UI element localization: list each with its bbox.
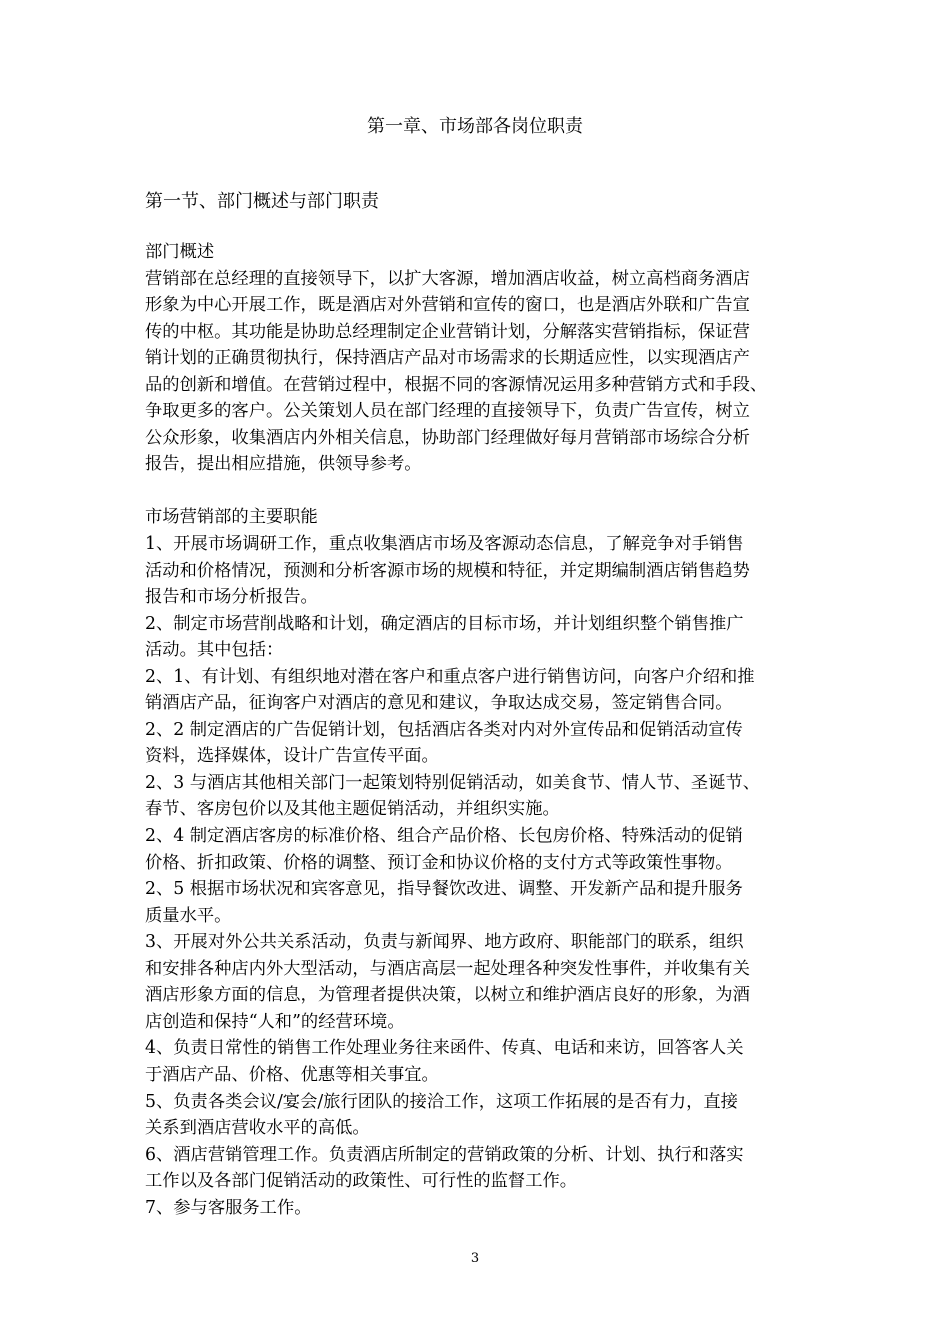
overview-heading: 部门概述 [145,242,215,262]
functions-line: 工作以及各部门促销活动的政策性、可行性的监督工作。 [145,1171,578,1192]
functions-line: 4、负责日常性的销售工作处理业务往来函件、传真、电话和来访，回答客人关 [145,1038,744,1059]
functions-line: 2、2 制定酒店的广告促销计划，包括酒店各类对内对外宣传品和促销活动宣传 [145,719,743,740]
section-title: 第一节、部门概述与部门职责 [145,191,379,212]
functions-line: 和安排各种店内外大型活动，与酒店高层一起处理各种突发性事件，并收集有关 [145,958,750,979]
document-body [145,239,825,1221]
functions-line: 春节、客房包价以及其他主题促销活动，并组织实施。 [145,799,560,820]
overview-line: 报告，提出相应措施，供领导参考。 [145,454,422,475]
functions-line: 7、参与客服务工作。 [145,1197,312,1218]
functions-line: 店创造和保持“人和”的经营环境。 [145,1011,405,1032]
functions-line: 2、1、有计划、有组织地对潜在客户和重点客户进行销售访问，向客户介绍和推 [145,666,755,687]
functions-heading: 市场营销部的主要职能 [145,507,318,528]
paragraph-gap [145,478,825,505]
functions-line: 5、负责各类会议/宴会/旅行团队的接洽工作，这项工作拓展的是否有力，直接 [145,1091,738,1112]
chapter-title: 第一章、市场部各岗位职责 [367,116,583,137]
overview-line: 销计划的正确贯彻执行，保持酒店产品对市场需求的长期适应性，以实现酒店产 [145,348,750,369]
overview-line: 传的中枢。其功能是协助总经理制定企业营销计划，分解落实营销指标，保证营 [145,321,750,342]
functions-line: 酒店形象方面的信息，为管理者提供决策，以树立和维护酒店良好的形象，为酒 [145,985,750,1006]
functions-line: 3、开展对外公共关系活动，负责与新闻界、地方政府、职能部门的联系，组织 [145,932,744,953]
functions-line: 2、4 制定酒店客房的标准价格、组合产品价格、长包房价格、特殊活动的促销 [145,826,743,847]
functions-line: 2、3 与酒店其他相关部门一起策划特别促销活动，如美食节、情人节、圣诞节、 [145,772,761,793]
functions-line: 质量水平。 [145,905,232,926]
functions-line: 价格、折扣政策、价格的调整、预订金和协议价格的支付方式等政策性事物。 [145,852,733,873]
functions-line: 1、开展市场调研工作，重点收集酒店市场及客源动态信息，了解竞争对手销售 [145,534,744,555]
overview-line: 品的创新和增值。在营销过程中，根据不同的客源情况运用多种营销方式和手段、 [145,374,768,395]
functions-line: 销酒店产品，征询客户对酒店的意见和建议，争取达成交易，签定销售合同。 [145,693,733,714]
functions-line: 2、5 根据市场状况和宾客意见，指导餐饮改进、调整、开发新产品和提升服务 [145,879,743,900]
functions-line: 活动和价格情况，预测和分析客源市场的规模和特征，并定期编制酒店销售趋势 [145,560,750,581]
overview-line: 争取更多的客户。公关策划人员在部门经理的直接领导下，负责广告宣传，树立 [145,401,750,422]
functions-line: 资料，选择媒体，设计广告宣传平面。 [145,746,439,767]
functions-line: 报告和市场分析报告。 [145,587,318,608]
functions-line: 6、酒店营销管理工作。负责酒店所制定的营销政策的分析、计划、执行和落实 [145,1144,744,1165]
functions-line: 2、制定市场营削战略和计划，确定酒店的目标市场，并计划组织整个销售推广 [145,613,744,634]
functions-line: 于酒店产品、价格、优惠等相关事宜。 [145,1064,439,1085]
page-number: 3 [470,1251,480,1266]
functions-line: 关系到酒店营收水平的高低。 [145,1118,370,1139]
overview-line: 公众形象，收集酒店内外相关信息，协助部门经理做好每月营销部市场综合分析 [145,427,750,448]
overview-line: 形象为中心开展工作，既是酒店对外营销和宣传的窗口，也是酒店外联和广告宣 [145,295,750,316]
overview-line: 营销部在总经理的直接领导下，以扩大客源，增加酒店收益，树立高档商务酒店 [145,268,750,289]
functions-line: 活动。其中包括： [145,640,284,661]
